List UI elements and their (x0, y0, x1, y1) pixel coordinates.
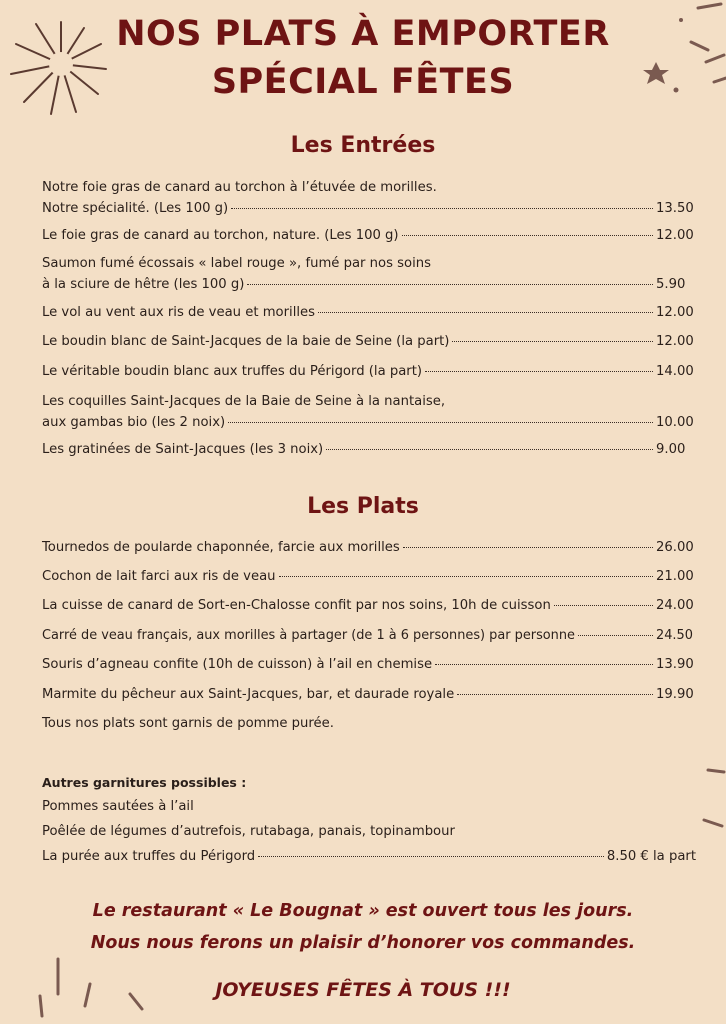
menu-item (42, 331, 696, 352)
menu-item-name: Marmite du pêcheur aux Saint-Jacques, bar, et daurade royale (42, 687, 455, 702)
menu-item-price: 9.00 (656, 442, 686, 457)
page-subtitle: SPÉCIAL FÊTES (211, 62, 515, 102)
menu-item-name: Cochon de lait farci aux ris de veau (42, 569, 276, 584)
dotted-leader (457, 694, 653, 695)
menu-item-price: 13.50 (656, 201, 694, 216)
menu-item (42, 566, 696, 587)
menu-item-price: 24.00 (656, 598, 694, 613)
dotted-leader (279, 576, 653, 577)
menu-item-name: Le véritable boudin blanc aux truffes du Périgord (la part) (42, 364, 423, 379)
menu-item-name: à la sciure de hêtre (les 100 g) (42, 277, 245, 292)
garniture-item (42, 846, 696, 867)
menu-item-price: 5.90 (656, 277, 686, 292)
menu-item-price: 12.00 (656, 305, 694, 320)
menu-item (42, 439, 696, 460)
dotted-leader (402, 235, 653, 236)
menu-item (42, 302, 696, 323)
section-title-entrees: Les Entrées (290, 133, 436, 158)
garnitures-title: Autres garnitures possibles : (42, 775, 247, 790)
menu-item-name: Le foie gras de canard au torchon, nature. (Les 100 g) (42, 228, 399, 243)
menu-item-name: Souris d’agneau confite (10h de cuisson) à l’ail en chemise (42, 657, 433, 672)
plats-note: Tous nos plats sont garnis de pomme purée. (42, 716, 334, 731)
menu-item-price: 24.50 (656, 628, 693, 643)
dotted-leader (228, 422, 653, 423)
menu-item-price: 10.00 (656, 415, 694, 430)
menu-item-price: 8.50 € la part (606, 849, 696, 864)
dotted-leader (425, 371, 653, 372)
menu-item (42, 595, 696, 616)
dotted-leader (247, 284, 653, 285)
menu-item (42, 177, 696, 219)
menu-item-price: 12.00 (656, 228, 694, 243)
footer-greeting: JOYEUSES FÊTES À TOUS !!! (215, 979, 511, 1001)
dotted-leader (326, 449, 653, 450)
menu-item (42, 253, 696, 295)
menu-item (42, 625, 696, 646)
dotted-leader (452, 341, 653, 342)
dotted-leader (554, 605, 653, 606)
dotted-leader (231, 208, 653, 209)
menu-item (42, 537, 696, 558)
menu-item-name: Tournedos de poularde chaponnée, farcie aux morilles (42, 540, 400, 555)
menu-item-price: 19.90 (656, 687, 694, 702)
menu-item-price: 14.00 (656, 364, 694, 379)
menu-item-price: 12.00 (656, 334, 694, 349)
menu-item (42, 654, 696, 675)
dotted-leader (403, 547, 653, 548)
menu-item (42, 684, 696, 705)
confetti-side-icon (696, 760, 726, 840)
dotted-leader (578, 635, 653, 636)
menu-item-name: aux gambas bio (les 2 noix) (42, 415, 226, 430)
menu-item-name: Les gratinées de Saint-Jacques (les 3 noix) (42, 442, 324, 457)
section-title-plats: Les Plats (307, 494, 419, 519)
menu-item-line1: Notre foie gras de canard au torchon à l’étuvée de morilles. (42, 180, 437, 195)
menu-item-price: 26.00 (656, 540, 694, 555)
menu-item-name: Notre spécialité. (Les 100 g) (42, 201, 229, 216)
footer-line-2: Nous nous ferons un plaisir d’honorer vos commandes. (90, 933, 636, 953)
menu-item-price: 21.00 (656, 569, 694, 584)
menu-item-name: Le vol au vent aux ris de veau et morilles (42, 305, 316, 320)
garniture-item: Pommes sautées à l’ail (42, 799, 194, 814)
menu-item-price: 13.90 (656, 657, 694, 672)
page-title: NOS PLATS À EMPORTER (116, 14, 610, 54)
footer-line-1: Le restaurant « Le Bougnat » est ouvert tous les jours. (92, 901, 634, 921)
menu-item-name: Carré de veau français, aux morilles à partager (de 1 à 6 personnes) par personne (42, 628, 575, 643)
menu-item-line1: Les coquilles Saint-Jacques de la Baie de Seine à la nantaise, (42, 394, 446, 409)
menu-item (42, 391, 696, 433)
dotted-leader (258, 856, 604, 857)
menu-item (42, 225, 696, 246)
menu-item (42, 361, 696, 382)
menu-item-name: La purée aux truffes du Périgord (42, 849, 256, 864)
dotted-leader (318, 312, 653, 313)
menu-item-name: Le boudin blanc de Saint-Jacques de la baie de Seine (la part) (42, 334, 450, 349)
dotted-leader (435, 664, 653, 665)
menu-item-line1: Saumon fumé écossais « label rouge », fumé par nos soins (42, 256, 431, 271)
garniture-item: Poêlée de légumes d’autrefois, rutabaga, panais, topinambour (42, 824, 455, 839)
menu-item-name: La cuisse de canard de Sort-en-Chalosse confit par nos soins, 10h de cuisson (42, 598, 551, 613)
